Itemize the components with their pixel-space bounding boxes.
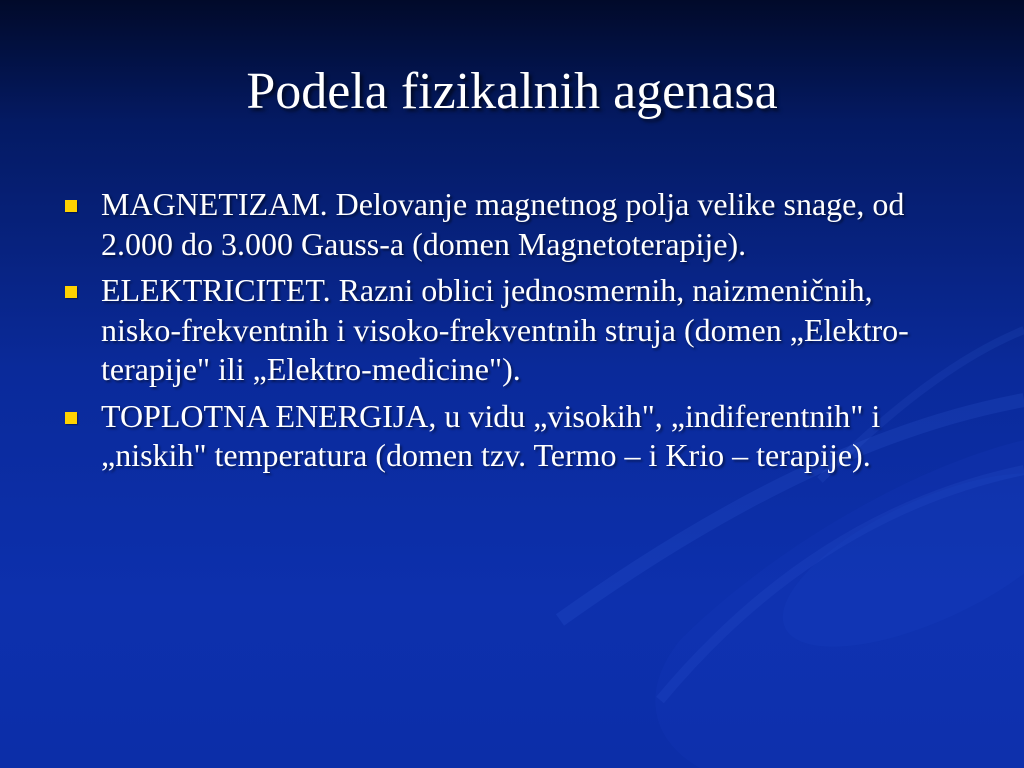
bullet-list [60, 185, 940, 483]
bullet-item-elektricitet [60, 271, 940, 390]
square-bullet-icon [65, 412, 77, 424]
bullet-text: ELEKTRICITET. Razni oblici jednosmernih, naizmeničnih, nisko-frekventnih i visoko-frekventnih struja (domen „Elektro-terapije" ili „Elektro-medicine"). [101, 272, 909, 387]
bullet-text: MAGNETIZAM. Delovanje magnetnog polja velike snage, od 2.000 do 3.000 Gauss-a (domen Magnetoterapije). [101, 186, 905, 262]
square-bullet-icon [65, 200, 77, 212]
slide-title: Podela fizikalnih agenasa [246, 63, 778, 120]
bullet-text: TOPLOTNA ENERGIJA, u vidu „visokih", „indiferentnih" i „niskih" temperatura (domen tzv. Termo – i Krio – terapije). [101, 397, 881, 473]
square-bullet-icon [65, 286, 77, 298]
bullet-item-toplotna-energija [60, 397, 940, 476]
bullet-item-magnetizam [60, 185, 940, 264]
